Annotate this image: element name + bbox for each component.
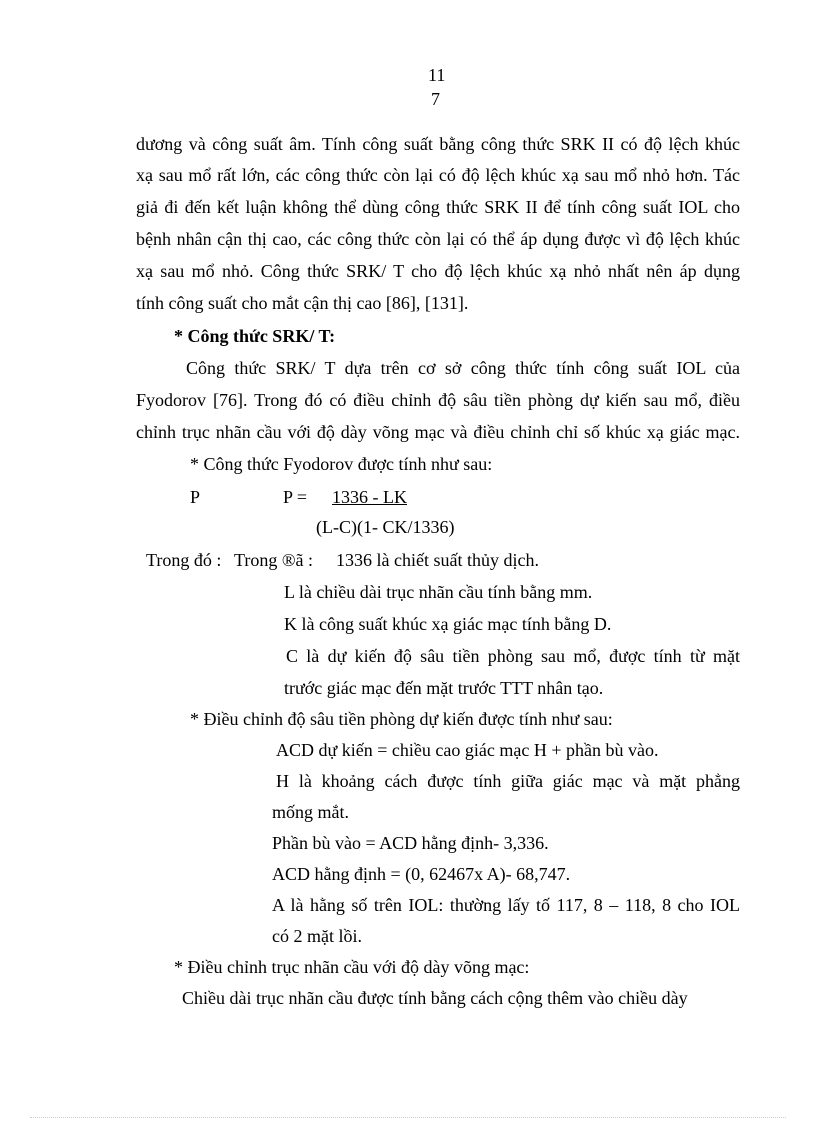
acd-line: có 2 mặt lồi.: [272, 926, 362, 946]
where-label-garbled: Trong ®ã :: [234, 550, 314, 570]
srkt-paragraph-line: Công thức SRK/ T dựa trên cơ sở công thức tính công suất IOL của: [186, 358, 740, 378]
definition-line: L là chiều dài trục nhãn cầu tính bằng mm.: [284, 582, 593, 602]
srkt-paragraph-line: Fyodorov [76]. Trong đó có điều chỉnh độ sâu tiền phòng dự kiến sau mổ, điều: [136, 390, 740, 410]
axial-intro: * Điều chỉnh trục nhãn cầu với độ dày võng mạc:: [174, 957, 530, 977]
where-label: Trong đó :: [146, 550, 222, 570]
paragraph1-line: tính công suất cho mắt cận thị cao [86], [131].: [136, 293, 469, 313]
page-number-bottom: 7: [431, 89, 440, 109]
acd-line: A là hằng số trên IOL: thường lấy tố 117, 8 – 118, 8 cho IOL: [272, 895, 740, 915]
paragraph1-line: xạ sau mổ rất lớn, các công thức còn lại có độ lệch khúc xạ sau mổ nhỏ hơn. Tác: [136, 165, 740, 185]
paragraph1-line: bệnh nhân cận thị cao, các công thức còn lại có thể áp dụng được vì độ lệch khúc: [136, 229, 740, 249]
page-bottom-border: [30, 1117, 786, 1118]
paragraph1-line: xạ sau mổ nhỏ. Công thức SRK/ T cho độ lệch khúc xạ nhỏ nhất nên áp dụng: [136, 261, 740, 281]
paragraph1-line: dương và công suất âm. Tính công suất bằng công thức SRK II có độ lệch khúc: [136, 134, 740, 154]
fyodorov-intro: * Công thức Fyodorov được tính như sau:: [190, 454, 493, 474]
formula-numerator: 1336 - LK: [332, 487, 407, 507]
definition-line: C là dự kiến độ sâu tiền phòng sau mổ, được tính từ mặt: [286, 646, 740, 666]
acd-line: ACD dự kiến = chiều cao giác mạc H + phần bù vào.: [276, 740, 659, 760]
acd-line: Phần bù vào = ACD hằng định- 3,336.: [272, 833, 549, 853]
paragraph1-line: giả đi đến kết luận không thể dùng công thức SRK II để tính công suất IOL cho: [136, 197, 740, 217]
formula-lhs: P =: [283, 487, 307, 507]
page-number-top: 11: [428, 65, 446, 85]
acd-line: H là khoảng cách được tính giữa giác mạc và mặt phẳng: [276, 771, 740, 791]
acd-line: mống mắt.: [272, 802, 349, 822]
definition-line: K là công suất khúc xạ giác mạc tính bằng D.: [284, 614, 612, 634]
definition-line: 1336 là chiết suất thủy dịch.: [336, 550, 539, 570]
axial-line: Chiều dài trục nhãn cầu được tính bằng cách cộng thêm vào chiều dày: [182, 988, 688, 1008]
formula-denominator: (L-C)(1- CK/1336): [316, 517, 455, 537]
acd-line: ACD hằng định = (0, 62467x A)- 68,747.: [272, 864, 571, 884]
acd-intro: * Điều chỉnh độ sâu tiền phòng dự kiến được tính như sau:: [190, 709, 613, 729]
srkt-paragraph-line: chỉnh trục nhãn cầu với độ dày võng mạc và điều chỉnh chỉ số khúc xạ giác mạc.: [136, 422, 740, 442]
definition-line: trước giác mạc đến mặt trước TTT nhân tạo.: [284, 678, 604, 698]
formula-symbol: P: [190, 487, 201, 507]
section-heading-srkt: * Công thức SRK/ T:: [174, 326, 336, 346]
